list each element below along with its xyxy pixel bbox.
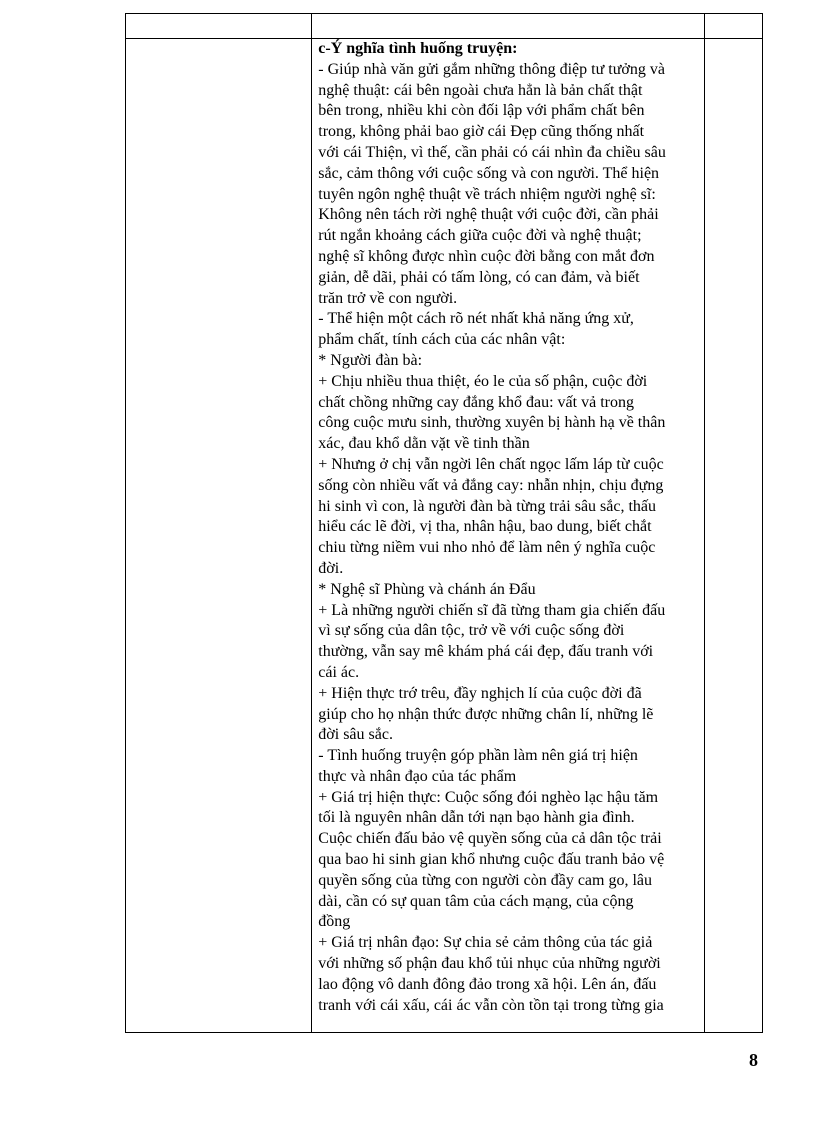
body-cell-right (704, 39, 762, 1033)
text-line: tranh với cái xấu, cái ác vẫn còn tồn tại trong từng gia (318, 996, 664, 1014)
text-line: + Chịu nhiều thua thiệt, éo le của số phận, cuộc đời (318, 372, 648, 390)
text-line: bên trong, nhiều khi còn đối lập với phẩm chất bên (318, 102, 645, 120)
text-line: xác, đau khổ dằn vặt về tinh thần (318, 435, 530, 453)
text-line: rút ngắn khoảng cách giữa cuộc đời và nghệ thuật; (318, 227, 642, 245)
text-line: sắc, cảm thông với cuộc sống và con người. Thể hiện (318, 164, 660, 182)
text-line: thực và nhân đạo của tác phẩm (318, 767, 517, 785)
text-line: phẩm chất, tính cách của các nhân vật: (318, 331, 566, 349)
text-line: đời. (318, 559, 344, 577)
text-line: tối là nguyên nhân dẫn tới nạn bạo hành gia đình. (318, 809, 635, 827)
text-line: sống còn nhiều vất vả đắng cay: nhẫn nhịn, chịu đựng (318, 476, 664, 494)
text-line: Không nên tách rời nghệ thuật với cuộc đời, cần phải (318, 206, 659, 224)
text-line: giúp cho họ nhận thức được những chân lí, những lẽ (318, 705, 654, 723)
text-line: tuyên ngôn nghệ thuật về trách nhiệm người nghệ sĩ: (318, 185, 656, 203)
header-cell-right (704, 14, 762, 39)
text-line: Cuộc chiến đấu bảo vệ quyền sống của cả dân tộc trải (318, 830, 662, 848)
table-body-row (126, 39, 763, 1033)
text-line: + Là những người chiến sĩ đã từng tham gia chiến đấu (318, 601, 666, 619)
text-line: vì sự sống của dân tộc, trở về với cuộc sống đời (318, 622, 625, 640)
section-body (318, 60, 700, 1017)
text-line: hiểu các lẽ đời, vị tha, nhân hậu, bao dung, biết chắt (318, 518, 652, 536)
text-line: đồng (318, 913, 351, 931)
text-line: với cái Thiện, vì thế, cần phải có cái nhìn đa chiều sâu (318, 143, 666, 161)
text-line: công cuộc mưu sinh, thường xuyên bị hành hạ về thân (318, 414, 666, 432)
text-line: dài, cần có sự quan tâm của cách mạng, của cộng (318, 892, 634, 910)
text-line: đời sâu sắc. (318, 726, 393, 744)
text-line: thường, vẫn say mê khám phá cái đẹp, đấu tranh với (318, 643, 654, 661)
section-heading: c-Ý nghĩa tình huống truyện: (318, 40, 518, 57)
section-content (312, 39, 704, 1016)
header-cell-middle (312, 14, 705, 39)
header-cell-left (126, 14, 312, 39)
text-line: nghệ thuật: cái bên ngoài chưa hẳn là bản chất thật (318, 81, 643, 99)
text-line: - Thể hiện một cách rõ nét nhất khả năng ứng xử, (318, 310, 634, 328)
text-line: * Nghệ sĩ Phùng và chánh án Đẩu (318, 580, 536, 598)
text-line: - Tình huống truyện góp phần làm nên giá trị hiện (318, 747, 638, 765)
text-line: trong, không phải bao giờ cái Đẹp cũng thống nhất (318, 123, 645, 141)
text-line: qua bao hi sinh gian khổ nhưng cuộc đấu tranh bảo vệ (318, 851, 665, 869)
text-line: quyền sống của từng con người còn đầy cam go, lâu (318, 871, 653, 889)
text-line: + Nhưng ở chị vẫn ngời lên chất ngọc lấm láp từ cuộc (318, 455, 664, 473)
text-line: lao động vô danh đông đảo trong xã hội. Lên án, đấu (318, 975, 657, 993)
content-table (125, 13, 763, 1033)
text-line: chất chồng những cay đắng khổ đau: vất vả trong (318, 393, 634, 411)
page-number: 8 (749, 1050, 758, 1070)
text-line: + Giá trị nhân đạo: Sự chia sẻ cảm thông của tác giả (318, 934, 653, 952)
text-line: cái ác. (318, 663, 360, 681)
text-line: với những số phận đau khổ tủi nhục của những người (318, 955, 661, 973)
body-cell-middle (312, 39, 705, 1033)
text-line: hi sinh vì con, là người đàn bà từng trải sâu sắc, thấu (318, 497, 657, 515)
body-cell-left (126, 39, 312, 1033)
text-line: - Giúp nhà văn gửi gắm những thông điệp tư tưởng và (318, 60, 665, 78)
text-line: + Giá trị hiện thực: Cuộc sống đói nghèo lạc hậu tăm (318, 788, 659, 806)
text-line: giản, dễ dãi, phải có tấm lòng, có can đảm, và biết (318, 268, 640, 286)
text-line: * Người đàn bà: (318, 351, 423, 369)
text-line: nghệ sĩ không được nhìn cuộc đời bằng con mắt đơn (318, 247, 655, 265)
text-line: + Hiện thực trớ trêu, đầy nghịch lí của cuộc đời đã (318, 684, 642, 702)
text-line: chiu từng niềm vui nho nhỏ để làm nên ý nghĩa cuộc (318, 539, 656, 557)
table-header-row (126, 14, 763, 39)
text-line: trăn trở về con người. (318, 289, 458, 307)
